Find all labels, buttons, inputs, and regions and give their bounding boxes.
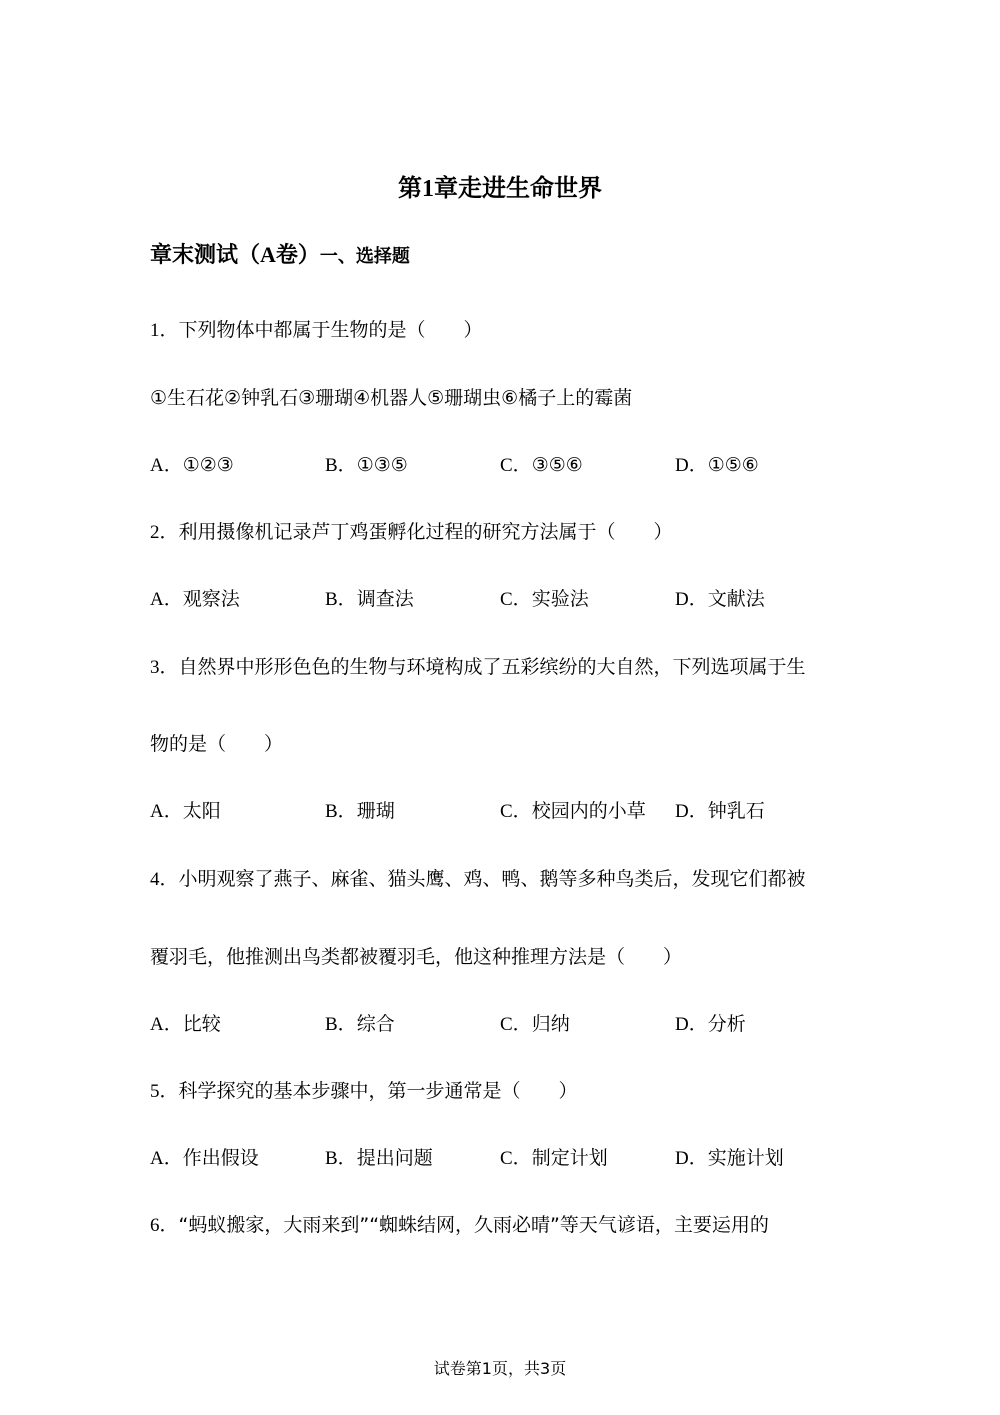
question-1-options	[150, 450, 850, 480]
option-a[interactable]: A．观察法	[150, 588, 240, 610]
page-footer: 试卷第1页，共3页	[433, 1359, 567, 1378]
question-2-options	[150, 584, 850, 614]
question-3-options	[150, 796, 850, 826]
section-heading: 一、选择题	[319, 246, 410, 267]
option-d[interactable]: D．钟乳石	[675, 800, 765, 822]
option-a[interactable]: A．①②③	[150, 454, 234, 476]
option-b[interactable]: B．提出问题	[325, 1147, 433, 1169]
chapter-title: 第1章走进生命世界	[398, 174, 602, 202]
question-4-options	[150, 1009, 850, 1039]
question-4-stem-cont: 覆羽毛，他推测出鸟类都被覆羽毛，他这种推理方法是（ ）	[150, 946, 683, 968]
option-a[interactable]: A．太阳	[150, 800, 221, 822]
option-c[interactable]: C．归纳	[500, 1013, 570, 1035]
question-4-stem: 4．小明观察了燕子、麻雀、猫头鹰、鸡、鸭、鹅等多种鸟类后，发现它们都被	[150, 868, 806, 890]
option-b[interactable]: B．①③⑤	[325, 454, 408, 476]
option-d[interactable]: D．①⑤⑥	[675, 454, 759, 476]
question-5-options	[150, 1143, 850, 1173]
question-1-stem: 1．下列物体中都属于生物的是（ ）	[150, 319, 483, 341]
option-c[interactable]: C．③⑤⑥	[500, 454, 583, 476]
option-b[interactable]: B．综合	[325, 1013, 395, 1035]
option-c[interactable]: C．校园内的小草	[500, 800, 646, 822]
question-2-stem: 2．利用摄像机记录芦丁鸡蛋孵化过程的研究方法属于（ ）	[150, 521, 673, 543]
option-a[interactable]: A．作出假设	[150, 1147, 259, 1169]
option-b[interactable]: B．调查法	[325, 588, 414, 610]
option-a[interactable]: A．比较	[150, 1013, 221, 1035]
test-subtitle: 章末测试（A卷）一、选择题	[150, 242, 410, 268]
option-c[interactable]: C．制定计划	[500, 1147, 608, 1169]
question-3-stem-cont: 物的是（ ）	[150, 733, 284, 755]
option-d[interactable]: D．分析	[675, 1013, 746, 1035]
option-c[interactable]: C．实验法	[500, 588, 589, 610]
question-6-stem: 6．“蚂蚁搬家，大雨来到”“蜘蛛结网，久雨必晴”等天气谚语，主要运用的	[150, 1214, 769, 1236]
option-d[interactable]: D．实施计划	[675, 1147, 784, 1169]
question-1-items: ①生石花②钟乳石③珊瑚④机器人⑤珊瑚虫⑥橘子上的霉菌	[150, 387, 633, 409]
option-b[interactable]: B．珊瑚	[325, 800, 395, 822]
question-5-stem: 5．科学探究的基本步骤中，第一步通常是（ ）	[150, 1080, 578, 1102]
question-3-stem: 3．自然界中形形色色的生物与环境构成了五彩缤纷的大自然，下列选项属于生	[150, 656, 806, 678]
option-d[interactable]: D．文献法	[675, 588, 765, 610]
